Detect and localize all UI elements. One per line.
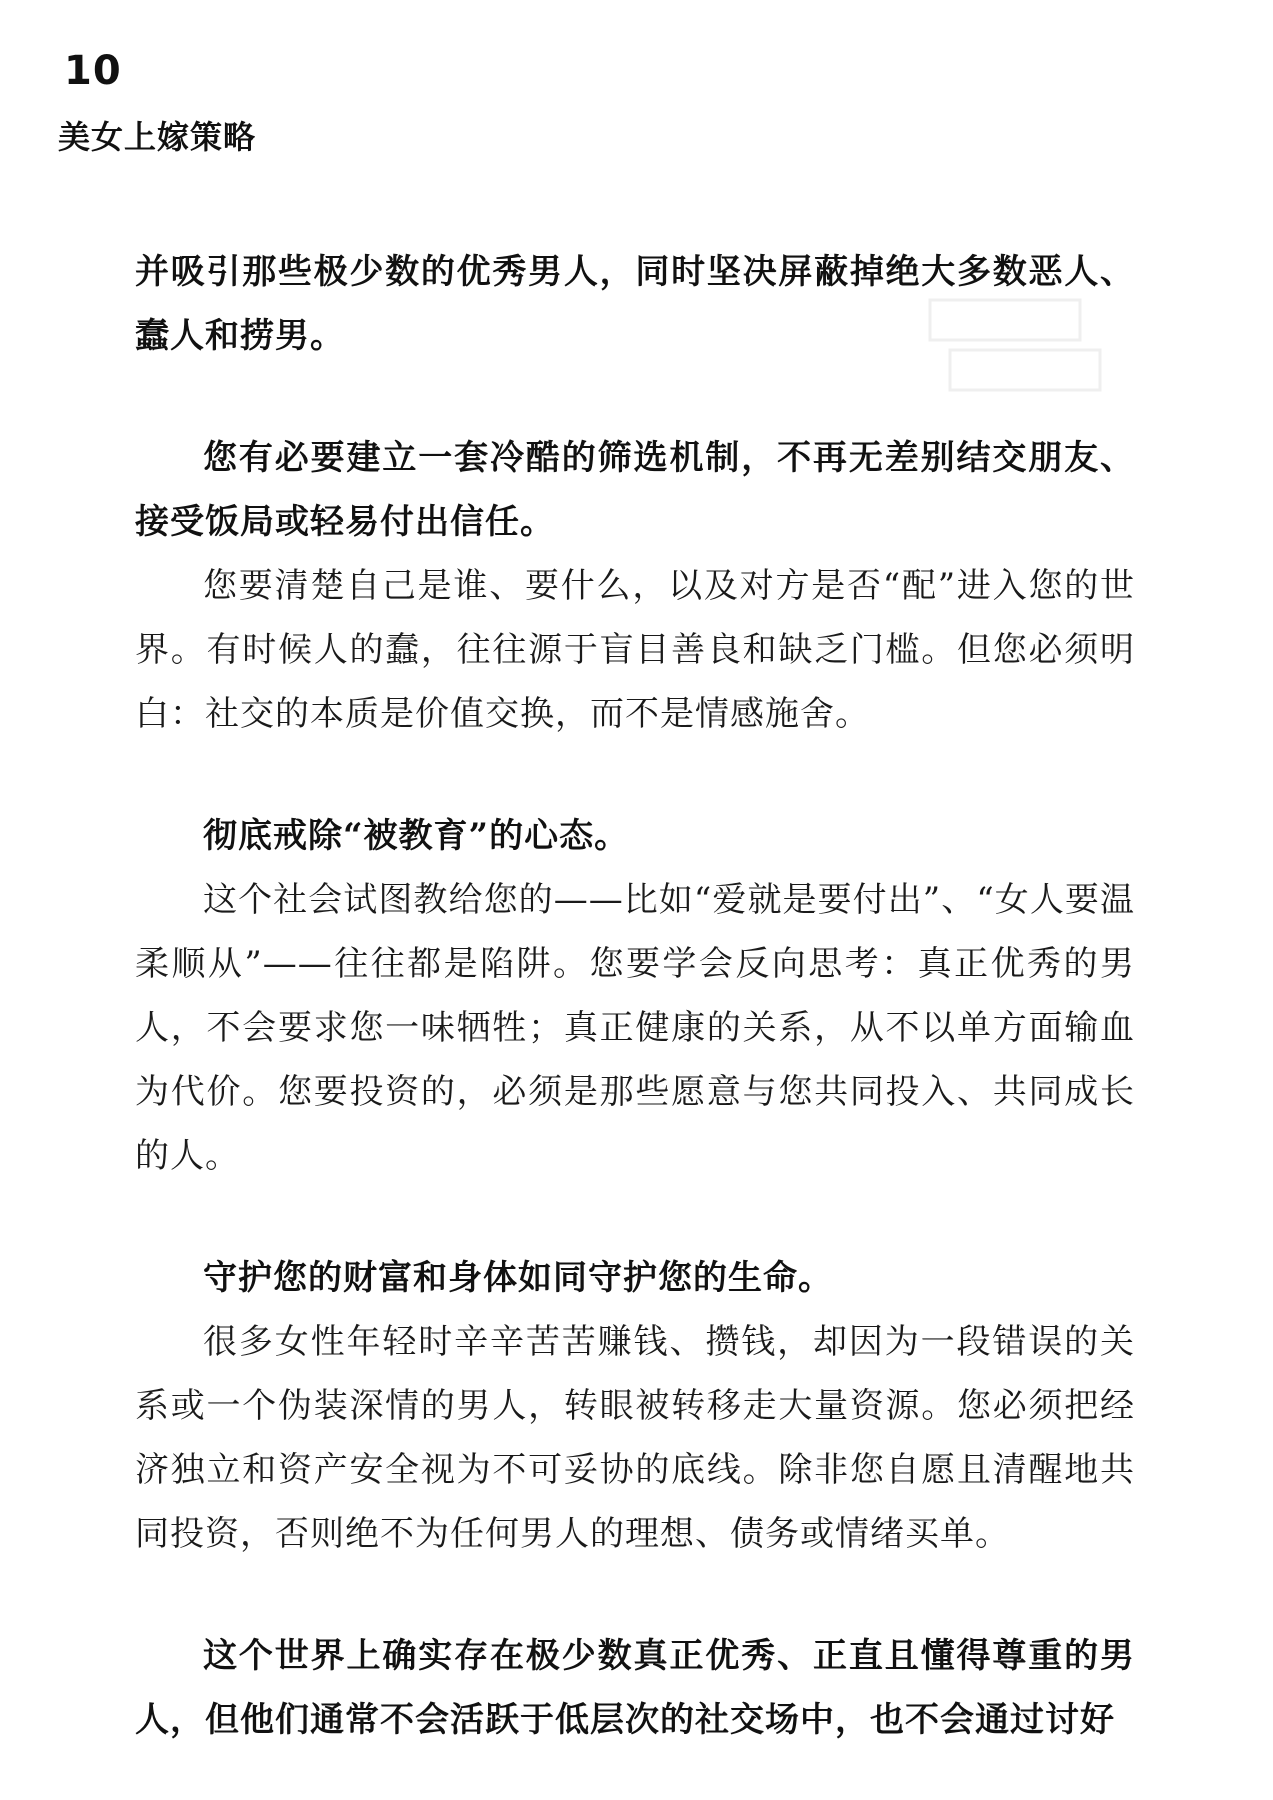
heading-mindset: 彻底戒除“被教育”的心态。 (203, 816, 630, 856)
paragraph-gap (135, 746, 1135, 804)
page-number: 10 (64, 48, 122, 94)
page-bottom-edge (0, 1752, 1273, 1800)
book-title: 美女上嫁策略 (58, 118, 257, 156)
paragraph-gap (135, 1188, 1135, 1246)
paragraph-1: 并吸引那些极少数的优秀男人，同时坚决屏蔽掉绝大多数恶人、蠢人和捞男。 (135, 252, 1135, 356)
paragraph-screening: 您要清楚自己是谁、要什么，以及对方是否“配”进入您的世界。有时候人的蠢，往往源于盲目善良和缺乏门槛。但您必须明白：社交的本质是价值交换，而不是情感施舍。 (135, 566, 1135, 734)
body-text (135, 240, 1135, 1752)
paragraph-gap (135, 368, 1135, 426)
paragraph-closing: 这个世界上确实存在极少数真正优秀、正直且懂得尊重的男人，但他们通常不会活跃于低层次的社交场中，也不会通过讨好 (135, 1636, 1135, 1740)
heading-wealth: 守护您的财富和身体如同守护您的生命。 (203, 1258, 833, 1298)
paragraph-wealth: 很多女性年轻时辛辛苦苦赚钱、攒钱，却因为一段错误的关系或一个伪装深情的男人，转眼被转移走大量资源。您必须把经济独立和资产安全视为不可妥协的底线。除非您自愿且清醒地共同投资，否则绝不为任何男人的理想、债务或情绪买单。 (135, 1322, 1135, 1554)
paragraph-mindset: 这个社会试图教给您的——比如“爱就是要付出”、“女人要温柔顺从”——往往都是陷阱。您要学会反向思考：真正优秀的男人，不会要求您一味牺牲；真正健康的关系，从不以单方面输血为代价。您要投资的，必须是那些愿意与您共同投入、共同成长的人。 (135, 880, 1135, 1176)
paragraph-gap (135, 1566, 1135, 1624)
heading-screening: 您有必要建立一套冷酷的筛选机制，不再无差别结交朋友、接受饭局或轻易付出信任。 (135, 438, 1135, 542)
